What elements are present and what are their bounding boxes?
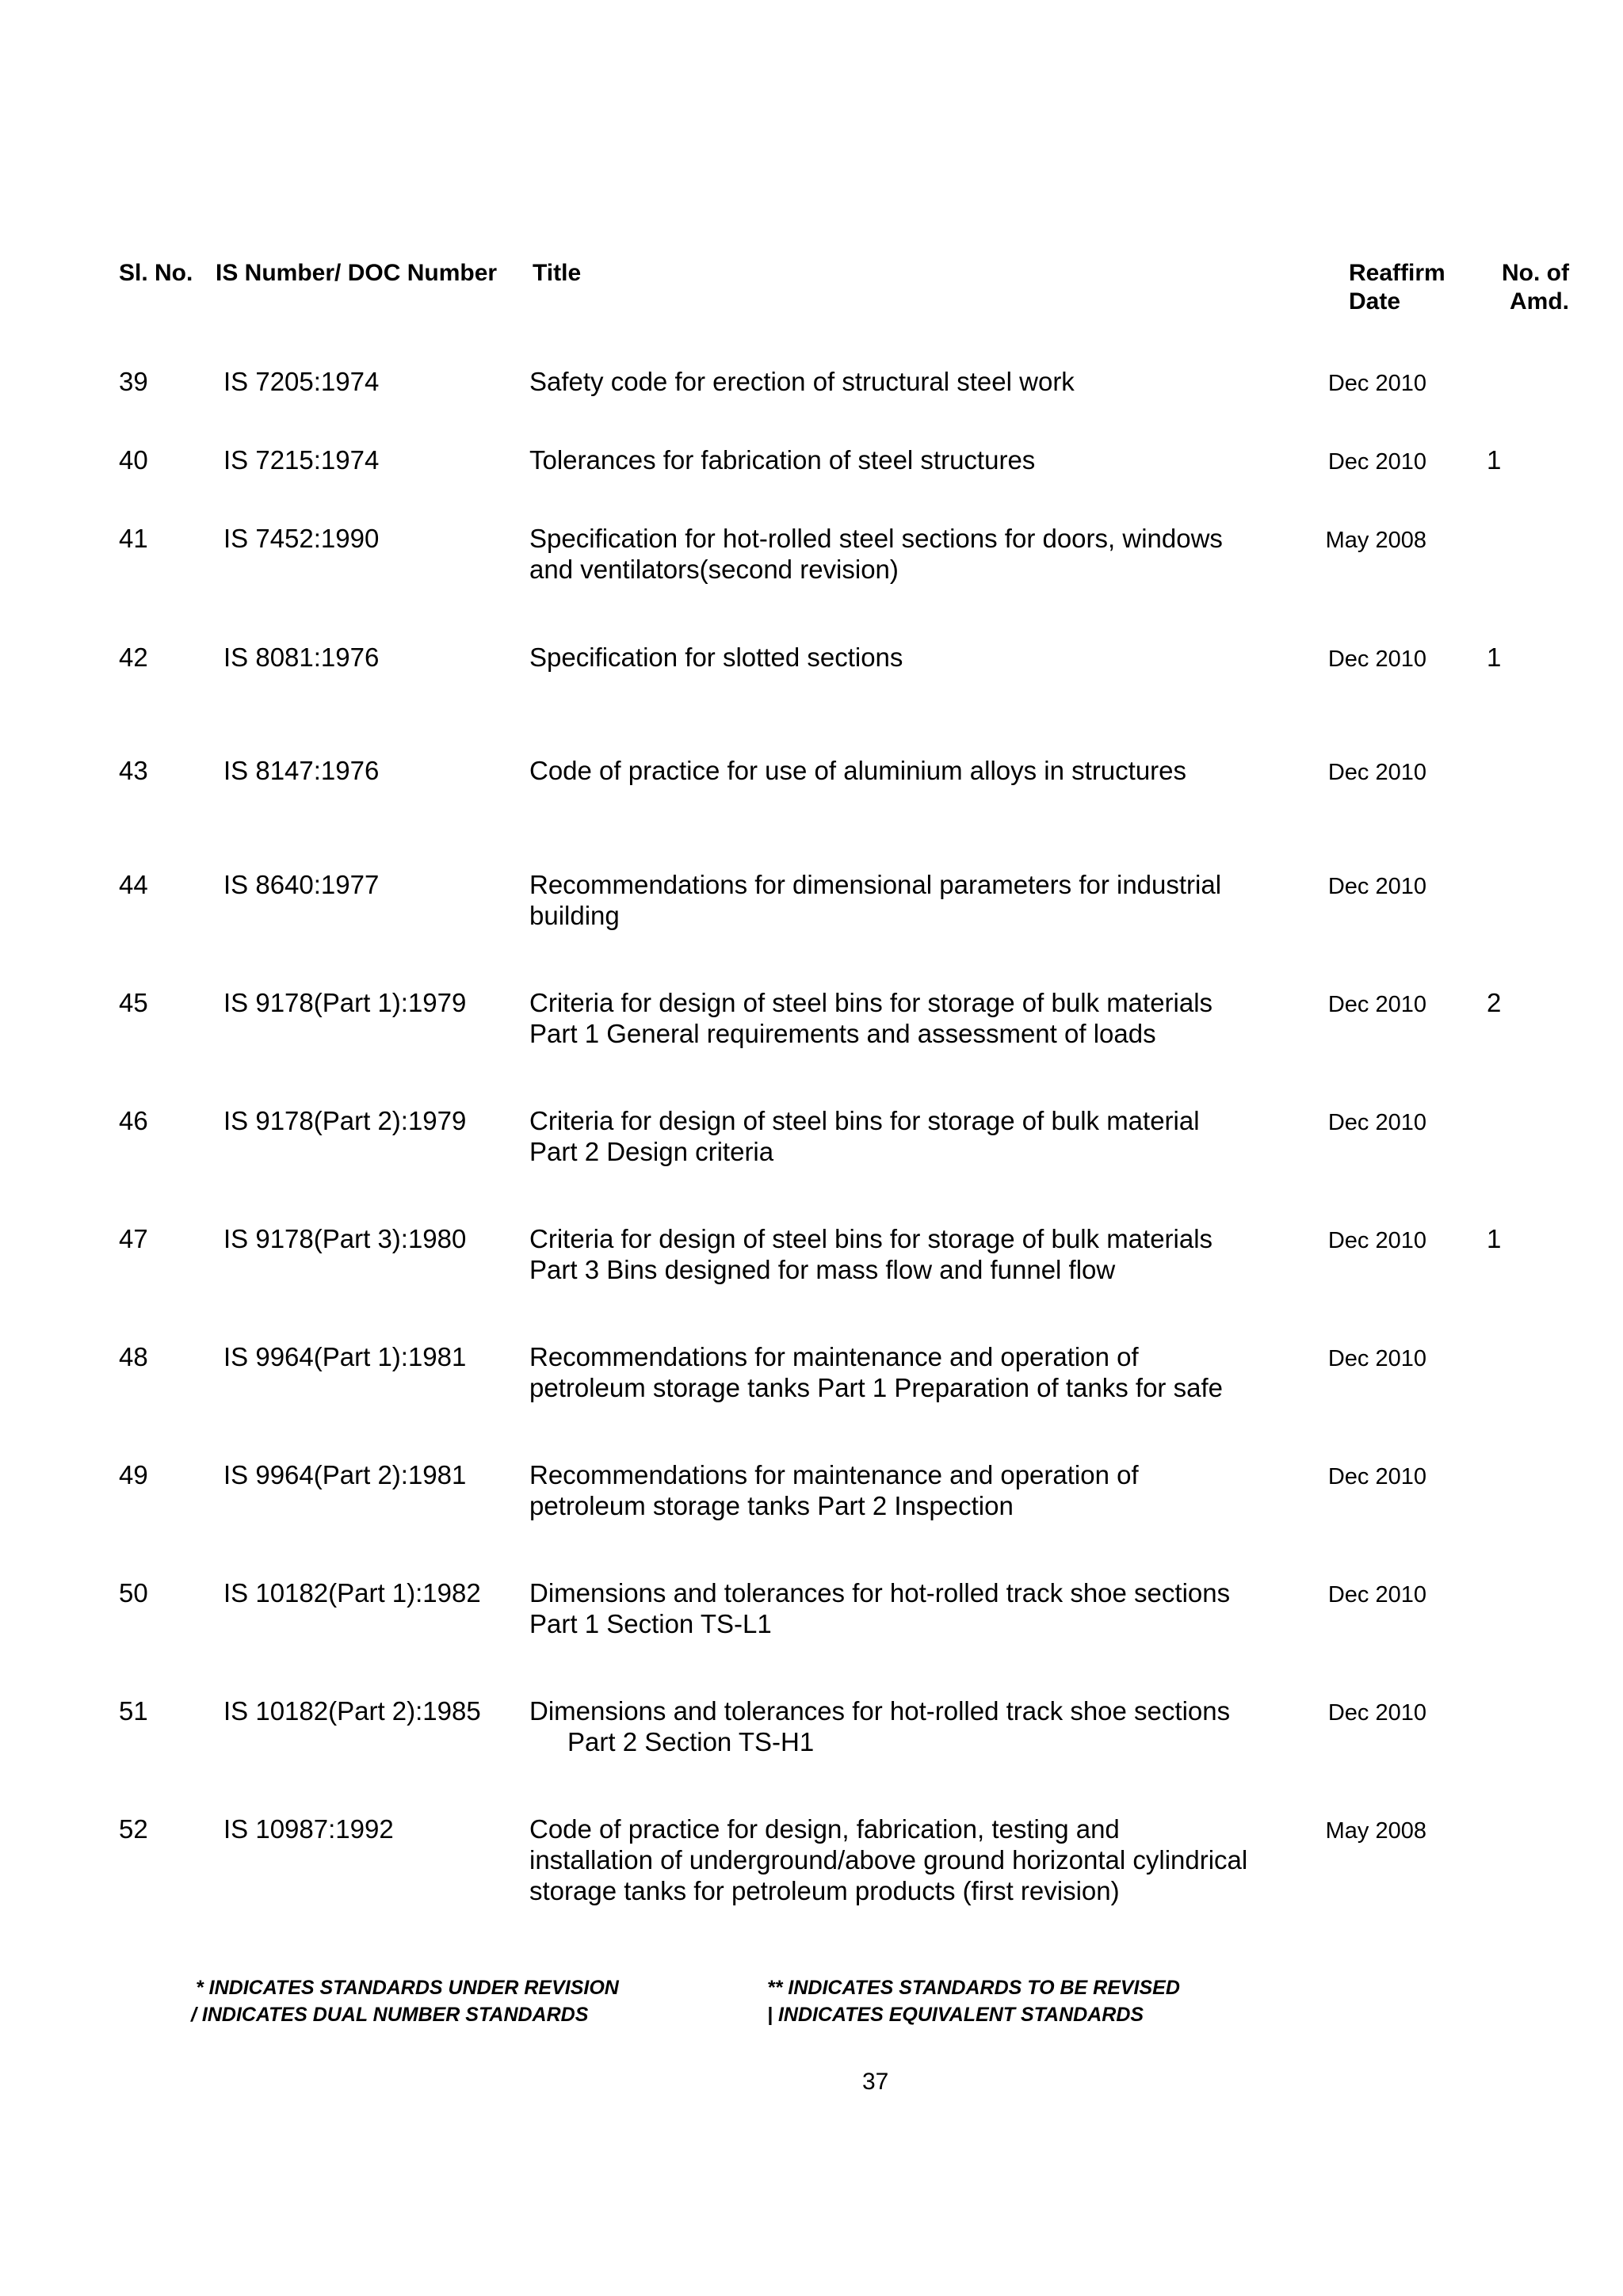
row-title-line: Criteria for design of steel bins for storage of bulk material <box>529 1106 1200 1135</box>
row-no-of-amd: 2 <box>1487 988 1502 1017</box>
row-title <box>529 1814 1290 1906</box>
row-reaffirm-date: Dec 2010 <box>1327 449 1426 475</box>
row-sl-no: 39 <box>119 367 148 396</box>
row-title <box>529 523 1290 585</box>
row-title <box>529 1105 1290 1167</box>
row-title <box>529 642 1290 673</box>
row-reaffirm-date: Dec 2010 <box>1327 1228 1426 1253</box>
row-title-line: Dimensions and tolerances for hot-rolled track shoe sections <box>529 1696 1231 1726</box>
row-title <box>529 755 1290 786</box>
row-reaffirm-date: Dec 2010 <box>1327 874 1426 899</box>
row-is-number: IS 8147:1976 <box>223 756 380 785</box>
row-title <box>529 1459 1290 1521</box>
row-is-number: IS 10182(Part 1):1982 <box>223 1578 481 1608</box>
row-title-line: Part 1 General requirements and assessment of loads <box>529 1019 1156 1048</box>
row-reaffirm-date: Dec 2010 <box>1327 760 1426 785</box>
row-reaffirm-date: Dec 2010 <box>1327 646 1426 672</box>
row-title-line: Part 1 Section TS-L1 <box>529 1609 772 1638</box>
row-sl-no: 45 <box>119 988 148 1017</box>
row-title-line: Code of practice for design, fabrication, testing and <box>529 1814 1120 1844</box>
row-title-line: installation of underground/above ground horizontal cylindrical <box>529 1845 1248 1875</box>
row-title-line: Code of practice for use of aluminium alloys in structures <box>529 756 1187 785</box>
row-title <box>529 869 1290 931</box>
row-sl-no: 40 <box>119 445 148 475</box>
row-sl-no: 42 <box>119 643 148 672</box>
row-title-line: Criteria for design of steel bins for storage of bulk materials <box>529 988 1213 1017</box>
header-amd-line1: No. of <box>1502 260 1569 286</box>
row-title <box>529 1695 1290 1757</box>
row-sl-no: 43 <box>119 756 148 785</box>
header-amd-line2: Amd. <box>1510 288 1569 315</box>
row-sl-no: 46 <box>119 1106 148 1135</box>
row-title-line: Recommendations for dimensional parameters for industrial <box>529 870 1222 899</box>
row-is-number: IS 9178(Part 2):1979 <box>223 1106 467 1135</box>
row-is-number: IS 7452:1990 <box>223 524 380 553</box>
row-title-line: Recommendations for maintenance and operation of <box>529 1342 1139 1371</box>
row-is-number: IS 9964(Part 1):1981 <box>223 1342 467 1371</box>
row-title-line: Safety code for erection of structural steel work <box>529 367 1075 396</box>
footnote-equivalent: | INDICATES EQUIVALENT STANDARDS <box>767 2004 1144 2026</box>
row-reaffirm-date: Dec 2010 <box>1327 1700 1426 1726</box>
row-title-line: Dimensions and tolerances for hot-rolled track shoe sections <box>529 1578 1231 1608</box>
row-reaffirm-date: Dec 2010 <box>1327 1110 1426 1135</box>
row-reaffirm-date: Dec 2010 <box>1327 1346 1426 1371</box>
row-reaffirm-date: May 2008 <box>1325 1818 1426 1844</box>
row-title-line: Recommendations for maintenance and operation of <box>529 1460 1139 1489</box>
row-reaffirm-date: May 2008 <box>1325 528 1426 553</box>
row-title-line: Part 2 Section TS-H1 <box>567 1727 815 1756</box>
row-is-number: IS 8640:1977 <box>223 870 380 899</box>
row-title <box>529 987 1290 1049</box>
footnote-under-revision: * INDICATES STANDARDS UNDER REVISION <box>196 1977 619 1999</box>
footnote-to-be-revised: ** INDICATES STANDARDS TO BE REVISED <box>767 1977 1180 1999</box>
row-title-line: Criteria for design of steel bins for storage of bulk materials <box>529 1224 1213 1253</box>
row-sl-no: 50 <box>119 1578 148 1608</box>
page-number: 37 <box>862 2069 889 2095</box>
row-is-number: IS 9964(Part 2):1981 <box>223 1460 467 1489</box>
row-title <box>529 444 1290 475</box>
row-no-of-amd: 1 <box>1487 445 1502 475</box>
row-is-number: IS 7205:1974 <box>223 367 380 396</box>
row-sl-no: 41 <box>119 524 148 553</box>
row-sl-no: 48 <box>119 1342 148 1371</box>
row-title-line: Specification for slotted sections <box>529 643 903 672</box>
row-reaffirm-date: Dec 2010 <box>1327 1582 1426 1608</box>
header-title: Title <box>533 260 582 286</box>
header-is-number: IS Number/ DOC Number <box>216 260 498 286</box>
row-sl-no: 44 <box>119 870 148 899</box>
row-sl-no: 52 <box>119 1814 148 1844</box>
row-is-number: IS 9178(Part 3):1980 <box>223 1224 467 1253</box>
row-no-of-amd: 1 <box>1487 1224 1502 1253</box>
row-title-line: and ventilators(second revision) <box>529 555 899 584</box>
footnote-dual-number: / INDICATES DUAL NUMBER STANDARDS <box>191 2004 589 2026</box>
row-title-line: petroleum storage tanks Part 1 Preparation of tanks for safe <box>529 1373 1223 1402</box>
row-sl-no: 49 <box>119 1460 148 1489</box>
row-title-line: Specification for hot-rolled steel sections for doors, windows <box>529 524 1223 553</box>
row-title-line: Part 2 Design criteria <box>529 1137 774 1166</box>
row-no-of-amd: 1 <box>1487 643 1502 672</box>
row-title-line: building <box>529 901 620 930</box>
row-is-number: IS 8081:1976 <box>223 643 380 672</box>
row-is-number: IS 10182(Part 2):1985 <box>223 1696 481 1726</box>
row-title <box>529 1577 1290 1639</box>
row-title <box>529 1223 1290 1285</box>
row-title <box>529 366 1290 397</box>
header-sl-no: Sl. No. <box>119 260 193 286</box>
row-sl-no: 47 <box>119 1224 148 1253</box>
row-title-line: Tolerances for fabrication of steel structures <box>529 445 1036 475</box>
row-is-number: IS 9178(Part 1):1979 <box>223 988 467 1017</box>
row-title-line: Part 3 Bins designed for mass flow and funnel flow <box>529 1255 1116 1284</box>
row-is-number: IS 10987:1992 <box>223 1814 394 1844</box>
header-reaffirm-line1: Reaffirm <box>1349 260 1445 286</box>
row-sl-no: 51 <box>119 1696 148 1726</box>
header-reaffirm-line2: Date <box>1349 288 1401 315</box>
row-is-number: IS 7215:1974 <box>223 445 380 475</box>
row-title <box>529 1341 1290 1403</box>
row-title-line: storage tanks for petroleum products (first revision) <box>529 1876 1120 1905</box>
row-title-line: petroleum storage tanks Part 2 Inspection <box>529 1491 1014 1520</box>
row-reaffirm-date: Dec 2010 <box>1327 371 1426 396</box>
row-reaffirm-date: Dec 2010 <box>1327 992 1426 1017</box>
row-reaffirm-date: Dec 2010 <box>1327 1464 1426 1489</box>
